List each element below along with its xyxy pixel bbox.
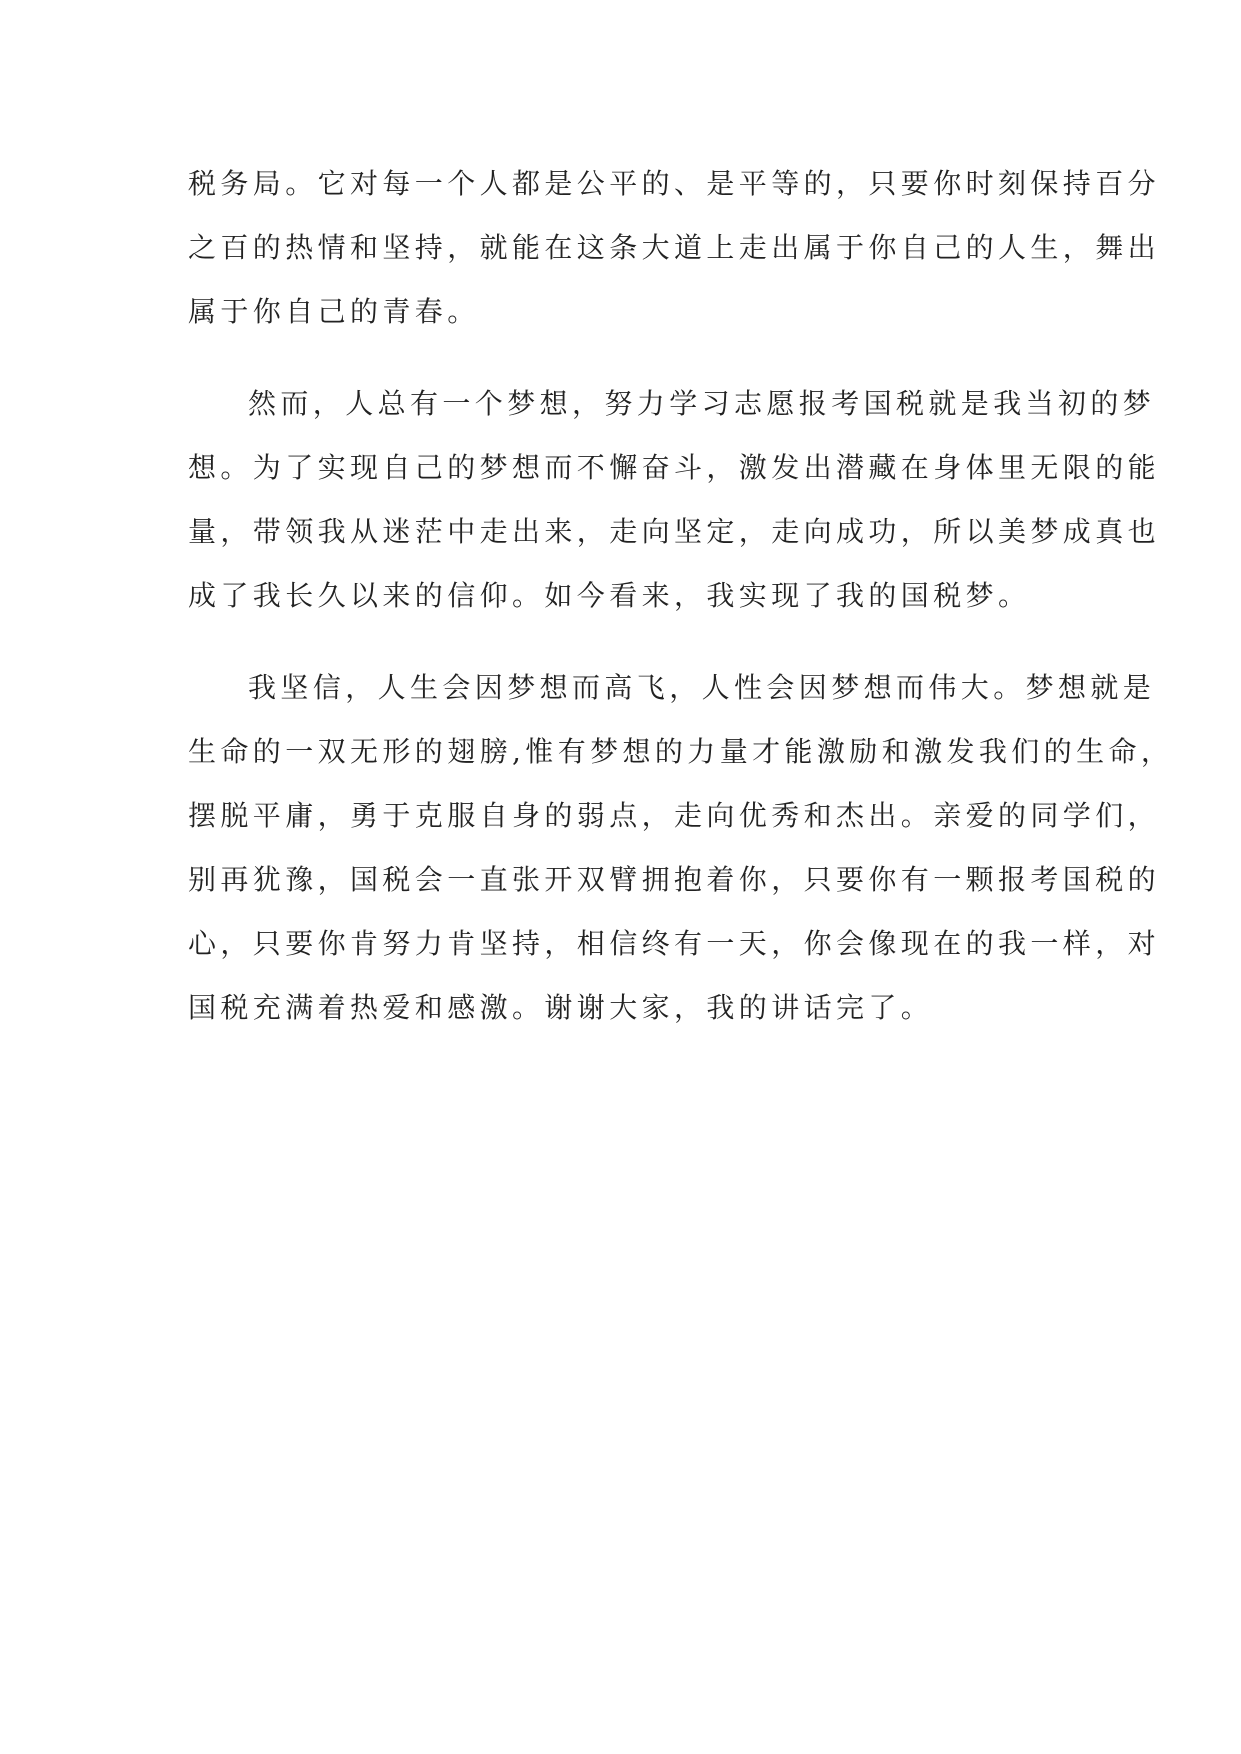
text-line: 然而，人总有一个梦想，努力学习志愿报考国税就是我当初的梦	[248, 387, 1156, 420]
text-line: 生命的一双无形的翅膀,惟有梦想的力量才能激励和激发我们的生命，	[188, 735, 1174, 768]
text-line: 国税充满着热爱和感激。谢谢大家，我的讲话完了。	[188, 991, 934, 1024]
text-line: 属于你自己的青春。	[188, 295, 480, 328]
text-line: 别再犹豫，国税会一直张开双臂拥抱着你，只要你有一颗报考国税的	[188, 863, 1161, 896]
text-line: 之百的热情和坚持，就能在这条大道上走出属于你自己的人生，舞出	[188, 231, 1161, 264]
text-line: 摆脱平庸，勇于克服自身的弱点，走向优秀和杰出。亲爱的同学们，	[188, 799, 1161, 832]
text-line: 我坚信，人生会因梦想而高飞，人性会因梦想而伟大。梦想就是	[248, 671, 1156, 704]
text-line: 心，只要你肯努力肯坚持，相信终有一天，你会像现在的我一样，对	[188, 927, 1161, 960]
text-line: 量，带领我从迷茫中走出来，走向坚定，走向成功，所以美梦成真也	[188, 515, 1161, 548]
text-line: 成了我长久以来的信仰。如今看来，我实现了我的国税梦。	[188, 579, 1031, 612]
paragraph-2	[188, 372, 1161, 628]
paragraph-3	[188, 656, 1174, 1040]
text-line: 想。为了实现自己的梦想而不懈奋斗，激发出潜藏在身体里无限的能	[188, 451, 1161, 484]
text-line: 税务局。它对每一个人都是公平的、是平等的，只要你时刻保持百分	[188, 167, 1161, 200]
paragraph-1	[188, 152, 1161, 344]
body-text	[188, 152, 1174, 1068]
